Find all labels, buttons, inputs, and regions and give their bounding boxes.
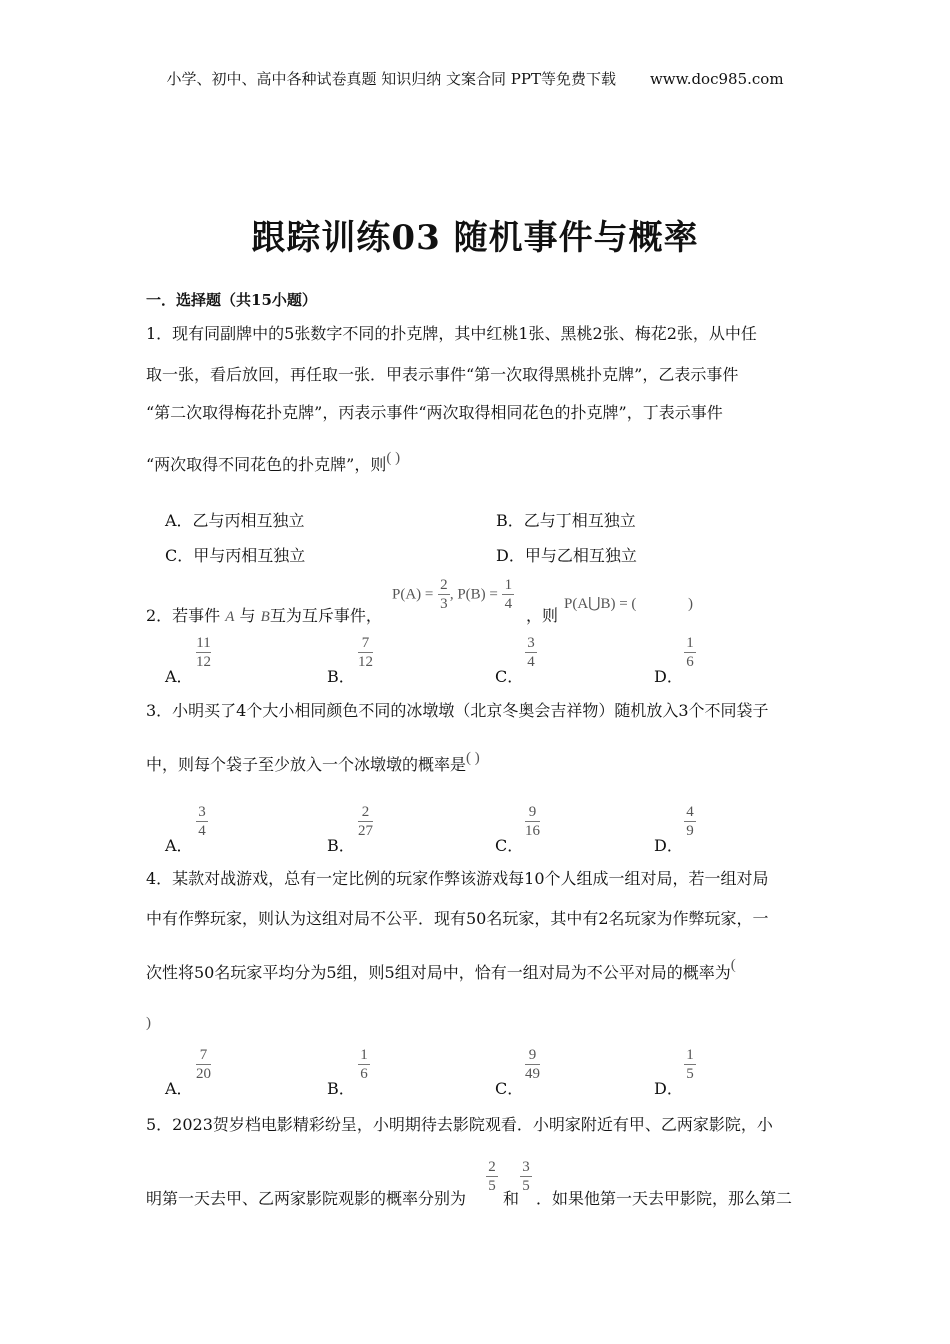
- q2-option-a-den: 12: [196, 654, 211, 670]
- q2-pa-den: 3: [440, 596, 448, 612]
- q3-line-2-text: 中，则每个袋子至少放入一个冰墩墩的概率是: [146, 755, 467, 774]
- q4-line-3-text: 次性将50名玩家平均分为5组，则5组对局中，恰有一组对局为不公平对局的概率为: [146, 963, 731, 982]
- q3-option-b-num: 2: [361, 804, 370, 820]
- q4-option-d-num: 1: [686, 1047, 694, 1063]
- q4-option-a-den: 20: [196, 1066, 211, 1082]
- q4-option-c-den: 49: [525, 1066, 540, 1082]
- q3-option-c-fraction: [525, 803, 540, 840]
- q4-option-d-fraction: [684, 1046, 696, 1083]
- q4-line-2: 中有作弊玩家，则认为这组对局不公平．现有50名玩家，其中有2名玩家为作弊玩家，一: [146, 909, 769, 928]
- q4-option-a-label: A．: [165, 1079, 193, 1098]
- q3-line-1: 3．小明买了4个大小相同颜色不同的冰墩墩（北京冬奥会吉祥物）随机放入3个不同袋子: [146, 701, 769, 720]
- q3-option-d-fraction: [684, 803, 696, 840]
- q5-fraction-2-den: 5: [522, 1178, 530, 1194]
- q2-pa-fraction: [438, 576, 450, 613]
- q2-option-d-label: D．: [654, 667, 683, 686]
- q2-option-d-fraction: [684, 634, 696, 671]
- q3-option-a-fraction: [196, 803, 208, 840]
- q3-option-b-label: B．: [327, 836, 355, 855]
- q5-fraction-1-num: 2: [488, 1159, 496, 1175]
- page-title: 跟踪训练03 随机事件与概率: [251, 218, 699, 258]
- q2-stem: [146, 603, 382, 626]
- q3-option-c-label: C．: [495, 836, 524, 855]
- q4-close-paren: ): [146, 1015, 151, 1031]
- q2-expression: P(A⋃B) = (: [564, 596, 637, 612]
- q1-option-c[interactable]: C．甲与丙相互独立: [165, 546, 306, 565]
- q2-option-b-den: 12: [358, 654, 373, 670]
- q1-answer-paren: ( ): [386, 450, 401, 466]
- q3-option-a-label: A．: [165, 836, 193, 855]
- q2-given-probabilities: [392, 576, 514, 613]
- q2-prefix: 2．若事件: [146, 606, 221, 625]
- q2-var-b: B: [260, 609, 270, 625]
- q2-then: ，则: [526, 606, 559, 625]
- q5-fraction-2: [520, 1158, 532, 1195]
- q3-line-2: [146, 752, 480, 775]
- q4-option-a-num: 7: [199, 1047, 208, 1063]
- q3-option-b-den: 27: [358, 823, 373, 839]
- q2-option-c-den: 4: [527, 654, 535, 670]
- q2-option-b-num: 7: [361, 635, 370, 651]
- q2-pa-label: P(A) =: [392, 586, 434, 603]
- q5-fraction-2-num: 3: [522, 1159, 530, 1175]
- q4-option-b-label: B．: [327, 1079, 355, 1098]
- q2-close-paren: ): [688, 596, 693, 612]
- q1-option-a[interactable]: A．乙与丙相互独立: [165, 511, 305, 530]
- q3-option-d-label: D．: [654, 836, 683, 855]
- q5-fraction-1: [486, 1158, 498, 1195]
- q1-line-4-text: “两次取得不同花色的扑克牌”，则: [146, 455, 387, 474]
- q4-option-d-den: 5: [686, 1066, 694, 1082]
- q1-line-1: 1．现有同副牌中的5张数字不同的扑克牌，其中红桃1张、黑桃2张、梅花2张，从中任: [146, 324, 757, 343]
- q2-option-c-label: C．: [495, 667, 524, 686]
- q4-option-d-label: D．: [654, 1079, 683, 1098]
- q2-option-b-label: B．: [327, 667, 355, 686]
- q2-option-d-num: 1: [686, 635, 694, 651]
- q4-option-b-num: 1: [360, 1047, 368, 1063]
- q1-line-2: 取一张，看后放回，再任取一张．甲表示事件“第一次取得黑桃扑克牌”，乙表示事件: [146, 365, 739, 384]
- q2-option-a-label: A．: [165, 667, 193, 686]
- q3-option-a-den: 4: [198, 823, 206, 839]
- header-site-link[interactable]: www.doc985.com: [649, 70, 784, 88]
- q3-option-c-den: 16: [525, 823, 540, 839]
- q3-option-b-fraction: [358, 803, 373, 840]
- q2-option-a-num: 11: [196, 635, 211, 651]
- q5-fraction-1-den: 5: [488, 1178, 496, 1194]
- q2-option-c-fraction: [525, 634, 537, 671]
- header-text: 小学、初中、高中各种试卷真题 知识归纳 文案合同 PPT等免费下载: [166, 70, 616, 88]
- q2-option-a-fraction: [196, 634, 211, 671]
- q3-option-a-num: 3: [198, 804, 206, 820]
- q2-with: 与: [239, 606, 256, 625]
- q5-line-2-end: ．如果他第一天去甲影院，那么第二: [536, 1189, 793, 1208]
- q2-pb-den: 4: [504, 596, 513, 612]
- q5-line-1: 5．2023贺岁档电影精彩纷呈，小明期待去影院观看．小明家附近有甲、乙两家影院，小: [146, 1115, 773, 1134]
- page-header: [0, 68, 950, 89]
- q2-var-a: A: [225, 609, 235, 625]
- q2-pb-num: 1: [504, 577, 513, 593]
- q2-mid: 互为互斥事件，: [269, 606, 382, 625]
- q5-and: 和: [503, 1189, 520, 1208]
- q4-line-1: 4．某款对战游戏，总有一定比例的玩家作弊该游戏每10个人组成一组对局，若一组对局: [146, 869, 769, 888]
- q4-option-c-label: C．: [495, 1079, 524, 1098]
- q2-pb-fraction: [502, 576, 514, 613]
- q4-option-b-fraction: [358, 1046, 370, 1083]
- q4-line-3: [146, 957, 736, 983]
- section-heading: 一．选择题（共15小题）: [146, 291, 317, 309]
- q4-option-a-fraction: [196, 1046, 211, 1083]
- q3-option-c-num: 9: [528, 804, 537, 820]
- q1-line-4: [146, 452, 400, 475]
- q1-option-d[interactable]: D．甲与乙相互独立: [496, 546, 637, 565]
- q4-option-b-den: 6: [360, 1066, 368, 1082]
- q1-line-3: “第二次取得梅花扑克牌”，丙表示事件“两次取得相同花色的扑克牌”，丁表示事件: [146, 403, 723, 422]
- q2-option-b-fraction: [358, 634, 373, 671]
- q3-option-d-den: 9: [686, 823, 694, 839]
- q3-answer-paren: ( ): [466, 750, 480, 766]
- q4-option-c-num: 9: [528, 1047, 537, 1063]
- q2-pb-label: , P(B) =: [449, 586, 498, 603]
- q4-open-paren: (: [730, 957, 736, 973]
- q2-option-d-den: 6: [686, 654, 694, 670]
- q1-option-b[interactable]: B．乙与丁相互独立: [496, 511, 636, 530]
- q4-option-c-fraction: [525, 1046, 540, 1083]
- q2-pa-num: 2: [440, 577, 448, 593]
- q2-option-c-num: 3: [527, 635, 535, 651]
- q5-line-2-start: 明第一天去甲、乙两家影院观影的概率分别为: [146, 1189, 467, 1208]
- q3-option-d-num: 4: [686, 804, 694, 820]
